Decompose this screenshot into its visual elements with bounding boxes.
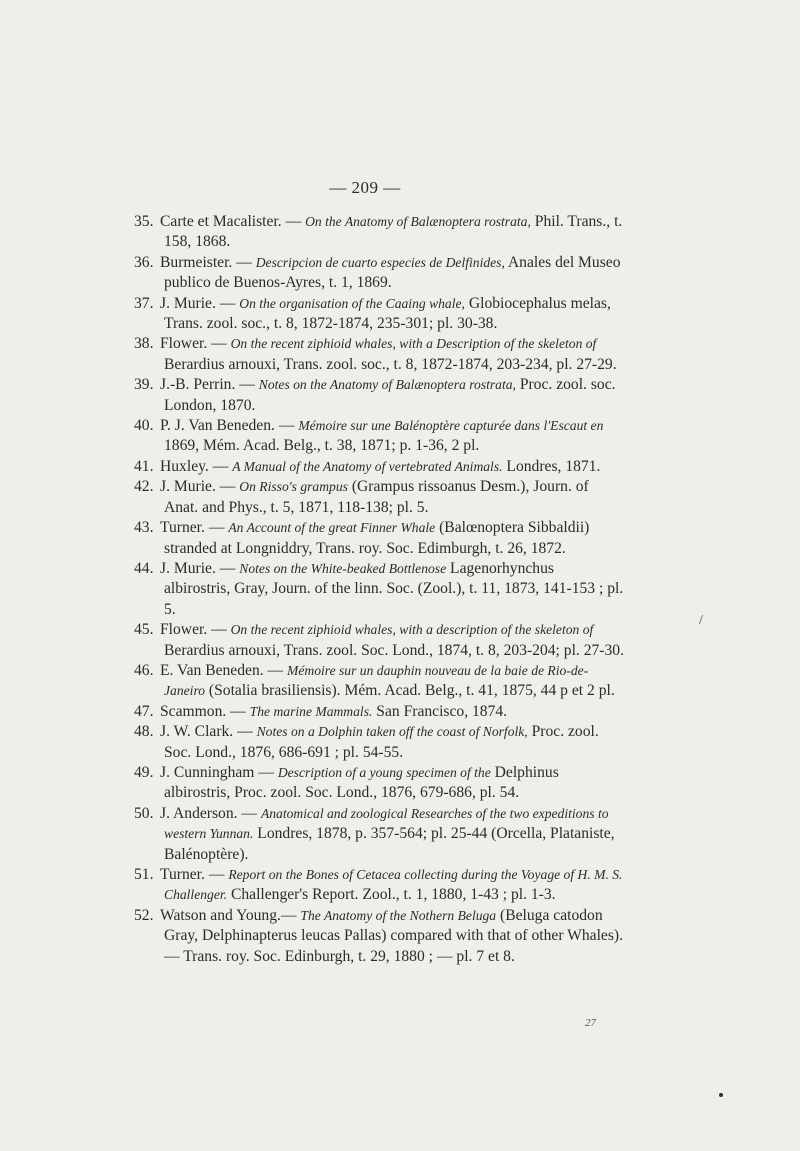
reference-source: Delphinus albirostris, Proc. zool. Soc. Lond., 1876, 679-686, pl. 54. bbox=[164, 763, 559, 802]
reference-entry bbox=[134, 763, 624, 804]
reference-source: (Grampus rissoanus Desm.), Journ. of Anat. and Phys., t. 5, 1871, 118-138; pl. 5. bbox=[164, 478, 589, 516]
reference-number: 40. bbox=[134, 417, 154, 435]
reference-author: Turner. — bbox=[160, 866, 229, 883]
reference-entry bbox=[134, 294, 624, 335]
reference-title: On the recent ziphioid whales, with a description of the skeleton of bbox=[230, 622, 594, 638]
reference-number: 44. bbox=[134, 559, 154, 577]
reference-author: J.-B. Perrin. — bbox=[160, 376, 259, 394]
reference-title: Report on the Bones of Cetacea collecting during the Voyage of H. M. S. Challenger. bbox=[164, 867, 623, 903]
reference-number: 46. bbox=[134, 661, 154, 679]
reference-author: P. J. Van Beneden. — bbox=[160, 417, 299, 435]
reference-author: E. Van Beneden. — bbox=[160, 661, 288, 679]
printer-signature: 27 bbox=[585, 1017, 596, 1029]
ink-speck bbox=[719, 1093, 723, 1097]
reference-source: Londres, 1878, p. 357-564; pl. 25-44 (Orcella, Plataniste, Balénoptère). bbox=[164, 825, 615, 863]
reference-title: Anatomical and zoological Researches of the two expeditions to western Yunnan. bbox=[164, 805, 609, 842]
margin-mark: / bbox=[699, 613, 703, 628]
reference-title: Notes on a Dolphin taken off the coast of Norfolk, bbox=[256, 724, 528, 740]
reference-number: 49. bbox=[134, 763, 154, 781]
reference-number: 45. bbox=[134, 621, 154, 639]
reference-entry bbox=[134, 375, 624, 416]
reference-source: Globiocephalus melas, Trans. zool. soc., t. 8, 1872-1874, 235-301; pl. 30-38. bbox=[164, 294, 611, 333]
page-number: — 209 — bbox=[329, 178, 401, 197]
reference-number: 41. bbox=[134, 457, 154, 475]
reference-author: Huxley. — bbox=[160, 457, 233, 475]
reference-number: 50. bbox=[134, 804, 154, 822]
reference-entry bbox=[134, 702, 624, 722]
reference-list bbox=[134, 212, 624, 967]
reference-source: Proc. zool. soc. London, 1870. bbox=[164, 376, 616, 414]
reference-title: A Manual of the Anatomy of vertebrated Animals. bbox=[232, 458, 503, 474]
reference-title: On the recent ziphioid whales, with a Description of the skeleton of bbox=[230, 336, 597, 352]
reference-source: San Francisco, 1874. bbox=[372, 702, 508, 720]
reference-number: 38. bbox=[134, 335, 154, 353]
reference-entry bbox=[134, 722, 624, 763]
reference-title: Notes on the Anatomy of Balænoptera rostrata, bbox=[258, 377, 516, 393]
reference-source: Proc. zool. Soc. Lond., 1876, 686-691 ; pl. 54-55. bbox=[164, 723, 599, 761]
reference-source: (Sotalia brasiliensis). Mém. Acad. Belg., t. 41, 1875, 44 p et 2 pl. bbox=[205, 682, 615, 700]
reference-author: Turner. — bbox=[160, 519, 229, 537]
reference-title: On Risso's grampus bbox=[239, 479, 348, 495]
reference-source: 1869, Mém. Acad. Belg., t. 38, 1871; p. 1-36, 2 pl. bbox=[164, 437, 480, 455]
reference-title: Mémoire sur une Balénoptère capturée dans l'Escaut en bbox=[298, 418, 604, 434]
reference-entry bbox=[134, 559, 624, 620]
reference-author: J. Murie. — bbox=[160, 478, 240, 496]
reference-title: On the organisation of the Caaing whale, bbox=[239, 295, 465, 311]
reference-entry bbox=[134, 865, 624, 906]
reference-number: 37. bbox=[134, 294, 154, 312]
reference-title: Descripcion de cuarto especies de Delfinides, bbox=[255, 254, 505, 270]
reference-source: Lagenorhynchus albirostris, Gray, Journ. of the linn. Soc. (Zool.), t. 11, 1873, 141-153 ; pl. 5. bbox=[164, 559, 624, 618]
reference-title: Mémoire sur un dauphin nouveau de la baie de Rio-de-Janeiro bbox=[164, 662, 589, 699]
reference-number: 36. bbox=[134, 253, 154, 271]
reference-source: (Balœnoptera Sibbaldii) stranded at Longniddry, Trans. roy. Soc. Edimburgh, t. 26, 1872. bbox=[164, 519, 590, 557]
reference-title: An Account of the great Finner Whale bbox=[228, 520, 436, 536]
reference-entry bbox=[134, 620, 624, 661]
reference-title: Description of a young specimen of the bbox=[277, 764, 491, 780]
reference-entry bbox=[134, 334, 624, 375]
reference-author: Flower. — bbox=[160, 335, 231, 353]
reference-entry bbox=[134, 457, 624, 477]
reference-source: (Beluga catodon Gray, Delphinapterus leucas Pallas) compared with that of other Whales). — Trans. roy. Soc. Edinburgh, t. 29, 1880 ; — pl. 7 et 8. bbox=[164, 906, 623, 965]
reference-source: Phil. Trans., t. 158, 1868. bbox=[164, 213, 623, 251]
reference-number: 35. bbox=[134, 213, 154, 230]
reference-entry bbox=[134, 518, 624, 559]
reference-number: 51. bbox=[134, 866, 154, 883]
reference-title: The Anatomy of the Nothern Beluga bbox=[300, 907, 497, 923]
reference-entry bbox=[134, 661, 624, 702]
reference-number: 48. bbox=[134, 723, 154, 741]
reference-number: 39. bbox=[134, 376, 154, 394]
reference-source: Challenger's Report. Zool., t. 1, 1880, 1-43 ; pl. 1-3. bbox=[227, 886, 556, 904]
reference-entry bbox=[134, 804, 624, 865]
reference-number: 52. bbox=[134, 906, 154, 924]
reference-author: J. W. Clark. — bbox=[160, 723, 257, 741]
reference-entry bbox=[134, 906, 624, 967]
reference-number: 43. bbox=[134, 519, 154, 537]
reference-author: J. Anderson. — bbox=[160, 804, 261, 822]
reference-number: 42. bbox=[134, 478, 154, 496]
reference-title: Notes on the White-beaked Bottlenose bbox=[239, 560, 447, 576]
reference-author: Carte et Macalister. — bbox=[160, 213, 306, 230]
reference-title: On the Anatomy of Balænoptera rostrata, bbox=[305, 214, 531, 229]
reference-entry bbox=[134, 253, 624, 294]
reference-author: Watson and Young.— bbox=[160, 906, 301, 924]
reference-number: 47. bbox=[134, 702, 154, 720]
reference-entry bbox=[134, 212, 624, 253]
reference-author: J. Murie. — bbox=[160, 559, 240, 577]
reference-entry bbox=[134, 416, 624, 457]
reference-author: Scammon. — bbox=[160, 702, 250, 720]
reference-source: Londres, 1871. bbox=[502, 457, 601, 475]
reference-source: Berardius arnouxi, Trans. zool. soc., t. 8, 1872-1874, 203-234, pl. 27-29. bbox=[164, 355, 617, 373]
reference-author: J. Cunningham — bbox=[160, 763, 278, 781]
reference-entry bbox=[134, 477, 624, 518]
reference-title: The marine Mammals. bbox=[249, 703, 373, 719]
reference-source: Anales del Museo publico de Buenos-Ayres, t. 1, 1869. bbox=[164, 253, 621, 292]
reference-author: J. Murie. — bbox=[160, 294, 240, 312]
reference-author: Burmeister. — bbox=[160, 253, 256, 271]
reference-source: Berardius arnouxi, Trans. zool. Soc. Lond., 1874, t. 8, 203-204; pl. 27-30. bbox=[164, 641, 624, 659]
reference-author: Flower. — bbox=[160, 621, 231, 639]
